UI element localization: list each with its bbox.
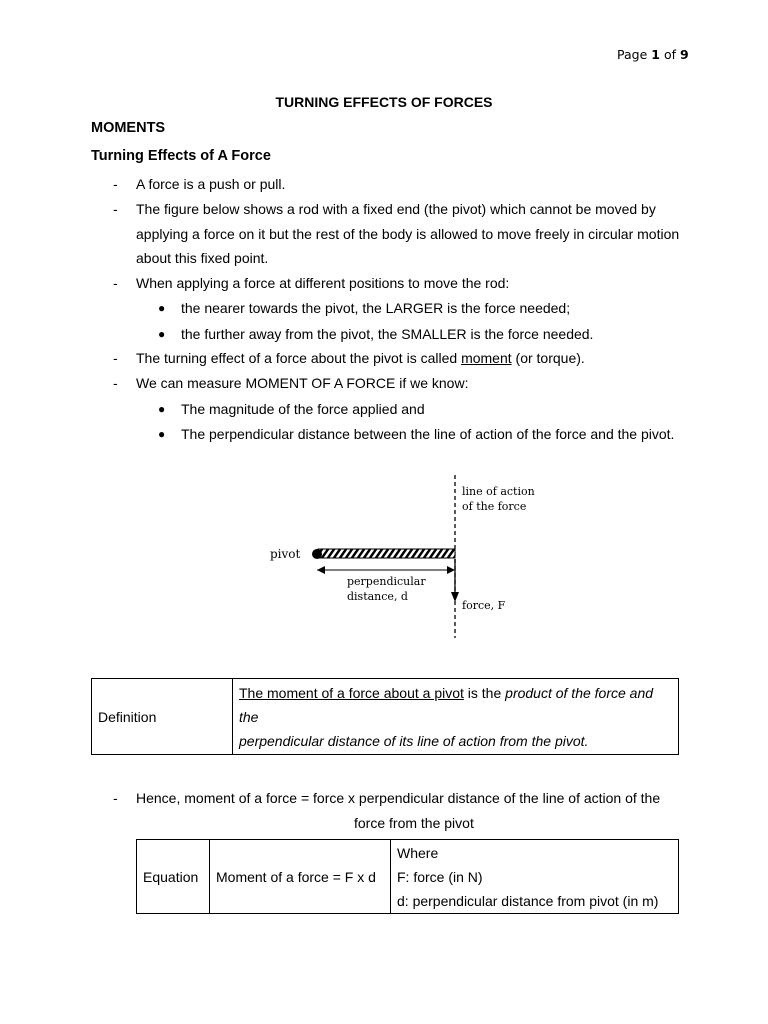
list-item: The turning effect of a force about the pivot is called moment (or torque). [136,350,585,366]
list-item: A force is a push or pull. [136,176,286,192]
line-of-action-label: line of action [462,485,535,498]
distance-label: perpendicular [347,575,426,588]
arrowhead-right [447,566,455,574]
pivot-point [312,549,322,559]
definition-label: Definition [92,679,233,755]
force-label: force, F [462,599,506,612]
list-item: We can measure MOMENT OF A FORCE if we know: [136,375,469,391]
force-arrowhead [451,592,459,602]
page-title: TURNING EFFECTS OF FORCES [275,94,493,110]
list-item: When applying a force at different positions to move the rod: [136,275,510,291]
list-item-continuation: about this fixed point. [136,250,269,266]
bullet-marker: ● [158,402,166,416]
sub-list-item: The magnitude of the force applied and [181,401,425,417]
moment-diagram [262,470,552,642]
dash-marker: - [113,790,118,806]
bullet-marker: ● [158,327,166,341]
equation-formula: Moment of a force = F x d [210,840,391,914]
sub-list-item: the nearer towards the pivot, the LARGER is the force needed; [181,300,571,316]
bullet-marker: ● [158,301,166,315]
list-item-continuation: applying a force on it but the rest of the body is allowed to move freely in circular motion [136,226,680,242]
rod [318,549,455,558]
sub-list-item: the further away from the pivot, the SMALLER is the force needed. [181,326,594,342]
pivot-label: pivot [270,547,301,561]
section-heading: MOMENTS [91,120,166,136]
equation-label: Equation [137,840,210,914]
distance-label: distance, d [347,590,408,603]
definition-text: The moment of a force about a pivot is the product of the force and the perpendicular distance of its line of action from the pivot. [233,679,679,755]
dash-marker: - [113,201,118,217]
list-item: The figure below shows a rod with a fixed end (the pivot) which cannot be moved by [136,201,656,217]
sub-list-item: The perpendicular distance between the line of action of the force and the pivot. [181,426,675,442]
definition-table [91,678,679,755]
bullet-marker: ● [158,427,166,441]
equation-table [136,839,679,914]
dash-marker: - [113,375,118,391]
subsection-heading: Turning Effects of A Force [91,148,271,164]
list-item-continuation: force from the pivot [354,815,474,831]
list-item: Hence, moment of a force = force x perpendicular distance of the line of action of the [136,790,661,806]
page-number: Page 1 of 9 [617,47,689,62]
dash-marker: - [113,275,118,291]
dash-marker: - [113,176,118,192]
line-of-action-label: of the force [462,500,527,513]
equation-where: Where F: force (in N) d: perpendicular distance from pivot (in m) [391,840,679,914]
arrowhead-left [317,566,325,574]
dash-marker: - [113,350,118,366]
